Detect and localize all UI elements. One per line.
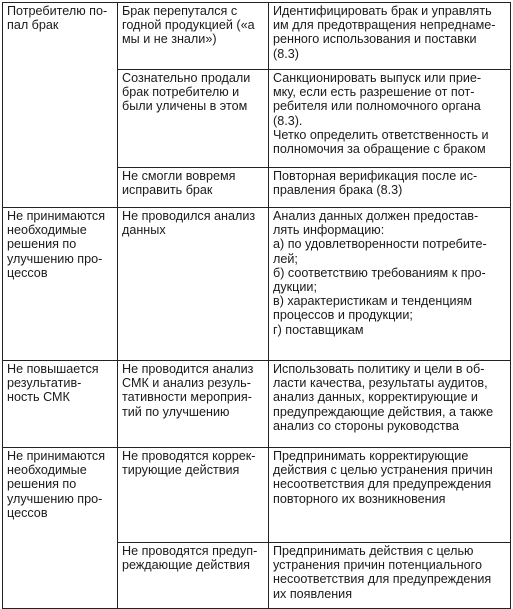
cell-line: цессов xyxy=(7,505,48,520)
cell-line: реждающие действия xyxy=(122,558,250,573)
cell-line: а) по удовлетворенности потребите- xyxy=(273,237,487,252)
cell-line: решения по xyxy=(7,477,77,492)
table-row xyxy=(3,361,511,448)
cell-line: Использовать политику и цели в об- xyxy=(273,362,485,376)
cell-line: процессов и продукции; xyxy=(273,308,413,323)
action-cell xyxy=(269,361,511,448)
action-cell xyxy=(269,70,511,168)
cell-line: решения по xyxy=(7,237,77,252)
cell-line: необходимые xyxy=(7,463,87,478)
cell-line: Предпринимать корректирующие xyxy=(273,449,469,463)
cell-line: мку, если есть разрешение от пот- xyxy=(273,85,475,100)
cell-line: Четко определить ответственность и xyxy=(273,127,489,142)
cell-line: тирующие действия xyxy=(122,463,240,478)
action-cell xyxy=(269,448,511,543)
cell-line: полномочия за обращение с браком xyxy=(273,142,486,157)
table-row xyxy=(3,208,511,361)
cell-line: Не проводятся предуп- xyxy=(122,544,258,558)
cell-line: ласти качества, результаты аудитов, xyxy=(273,376,488,391)
problem-cell xyxy=(3,361,118,448)
table-row xyxy=(3,448,511,543)
problem-cell xyxy=(3,3,118,208)
cell-line: были уличены в этом xyxy=(122,99,248,114)
cell-line: анализ данных, корректирующие и xyxy=(273,390,478,405)
cell-line: годной продукцией («а xyxy=(122,18,255,33)
cell-line: Не повышается xyxy=(7,362,99,376)
cause-cell xyxy=(118,3,269,70)
cell-line: (8.3) xyxy=(273,46,299,61)
cell-line: лей; xyxy=(273,251,298,266)
cause-cell xyxy=(118,70,269,168)
cell-line: СМК и анализ резуль- xyxy=(122,376,251,391)
cell-line: Потребителю по- xyxy=(7,4,108,18)
cell-line: тий по улучшению xyxy=(122,404,230,419)
cell-line: Брак перепутался с xyxy=(122,4,238,18)
action-cell xyxy=(269,3,511,70)
quality-table xyxy=(2,2,511,609)
table-row xyxy=(3,3,511,70)
cell-line: улучшению про- xyxy=(7,491,103,506)
cell-line: Не принимаются xyxy=(7,449,106,463)
cause-cell xyxy=(118,208,269,361)
cell-line: Не проводился анализ xyxy=(122,209,256,223)
cell-line: пал брак xyxy=(7,18,59,33)
cell-line: несоответствия для предупреждения xyxy=(273,477,492,492)
cell-line: брак потребителю и xyxy=(122,85,240,100)
action-cell xyxy=(269,543,511,609)
cell-line: предупреждающие действия, а также xyxy=(273,404,494,419)
cell-line: действия с целью устранения причин xyxy=(273,463,493,478)
cell-line: результатив- xyxy=(7,376,82,391)
action-cell xyxy=(269,168,511,208)
cell-line: исправить брак xyxy=(122,183,213,198)
cell-line: Идентифицировать брак и управлять xyxy=(273,4,492,18)
cell-line: Не проводятся коррек- xyxy=(122,449,256,463)
cell-line: цессов xyxy=(7,265,48,280)
cell-line: несоответствия для предупреждения xyxy=(273,572,492,587)
cell-line: улучшению про- xyxy=(7,251,103,266)
cell-line: ность СМК xyxy=(7,390,70,405)
cell-line: им для предотвращения непреднаме- xyxy=(273,18,496,33)
cell-line: (8.3). xyxy=(273,113,303,128)
cause-cell xyxy=(118,448,269,543)
cell-line: б) соответствию требованиям к про- xyxy=(273,265,486,280)
problem-cell xyxy=(3,448,118,609)
cell-line: Предпринимать действия с целью xyxy=(273,544,474,558)
cell-line: тативности мероприя- xyxy=(122,390,252,405)
cell-line: Не проводится анализ xyxy=(122,362,254,376)
cell-line: Повторная верификация после ис- xyxy=(273,169,478,183)
cell-line: Анализ данных должен предостав- xyxy=(273,209,479,223)
cell-line: Сознательно продали xyxy=(122,71,251,85)
cell-line: ренного использования и поставки xyxy=(273,32,477,47)
cell-line: данных xyxy=(122,223,166,238)
cell-line: необходимые xyxy=(7,223,87,238)
cause-cell xyxy=(118,543,269,609)
cell-line: дукции; xyxy=(273,280,317,295)
problem-cell xyxy=(3,208,118,361)
cell-line: их появления xyxy=(273,586,353,601)
cause-cell xyxy=(118,168,269,208)
cell-line: Санкционировать выпуск или прие- xyxy=(273,71,482,85)
cell-line: лять информацию: xyxy=(273,223,385,238)
action-cell xyxy=(269,208,511,361)
cell-line: устранения причин потенциального xyxy=(273,558,482,573)
cell-line: анализ со стороны руководства xyxy=(273,418,460,433)
cell-line: Не смогли вовремя xyxy=(122,169,236,183)
cell-line: в) характеристикам и тенденциям xyxy=(273,294,473,309)
cell-line: мы и не знали») xyxy=(122,32,217,47)
cell-line: Не принимаются xyxy=(7,209,106,223)
cause-cell xyxy=(118,361,269,448)
cell-line: г) поставщикам xyxy=(273,322,364,337)
cell-line: ребителя или полномочного органа xyxy=(273,99,481,114)
cell-line: повторного их возникновения xyxy=(273,491,446,506)
cell-line: правления брака (8.3) xyxy=(273,183,403,198)
